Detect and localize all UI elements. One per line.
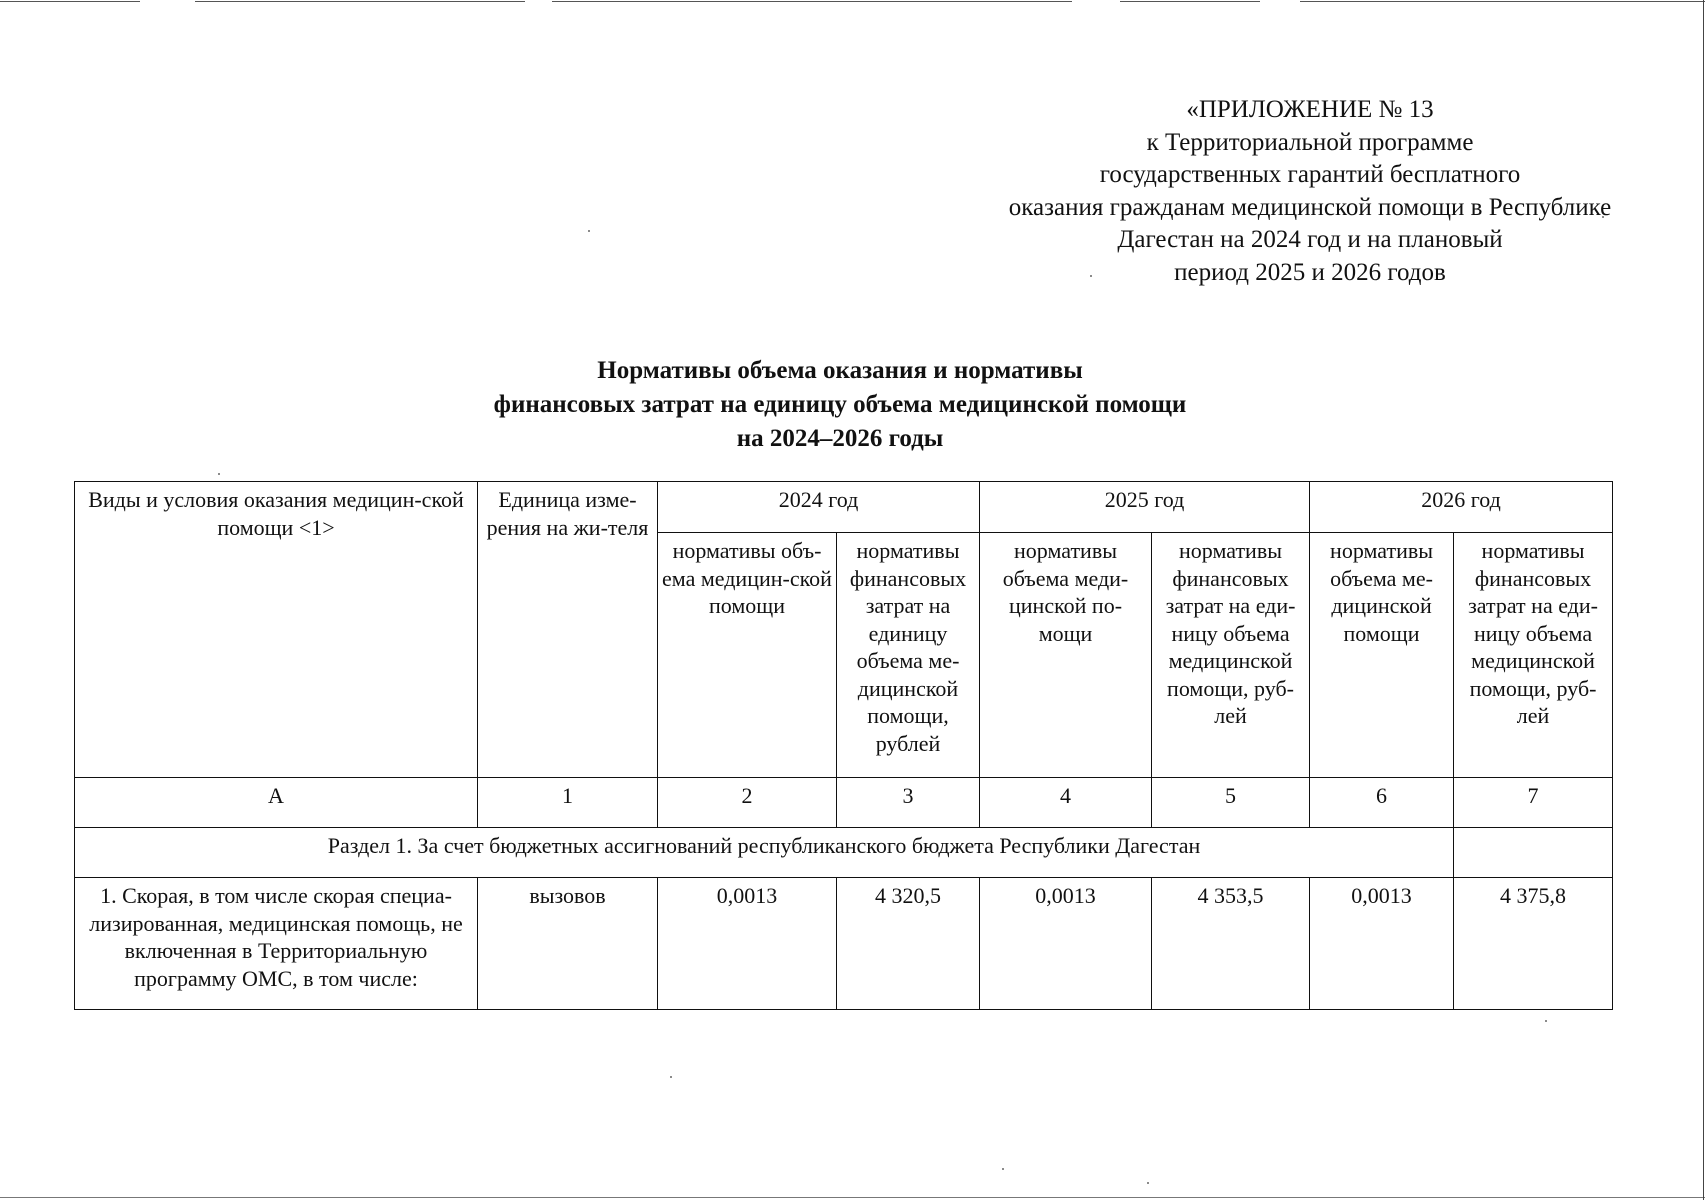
scan-artifact <box>0 1197 1705 1198</box>
header-year-2026: 2026 год <box>1310 482 1613 533</box>
section-row <box>75 828 1613 878</box>
column-number: 3 <box>837 778 980 828</box>
column-number: 4 <box>980 778 1152 828</box>
scan-artifact <box>0 1 140 2</box>
row-value: 0,0013 <box>980 878 1152 1010</box>
header-year-2025: 2025 год <box>980 482 1310 533</box>
row-value: 4 353,5 <box>1152 878 1310 1010</box>
column-number: 1 <box>478 778 658 828</box>
header-sub-cell: нормативы финансовых затрат на единицу объема ме-дицинской помощи, рублей <box>837 533 980 778</box>
header-sub-cell: нормативы объема ме-дицинской помощи <box>1310 533 1454 778</box>
header-row-years <box>75 482 1613 533</box>
scan-artifact <box>195 1 525 2</box>
appendix-line: «ПРИЛОЖЕНИЕ № 13 <box>1186 96 1434 123</box>
header-type-cell: Виды и условия оказания медицин-ской помощи <1> <box>75 482 478 778</box>
scan-artifact <box>1147 1182 1149 1184</box>
column-number: 5 <box>1152 778 1310 828</box>
appendix-line: к Территориальной программе <box>1146 128 1474 156</box>
scan-artifact <box>1300 1 1705 2</box>
row-name: 1. Скорая, в том числе скорая специа-лизированная, медицинская помощь, не включенная в Территориальную программу ОМС, в том числе: <box>75 878 478 1010</box>
scan-artifact <box>1545 1020 1547 1022</box>
column-number: 2 <box>658 778 837 828</box>
column-number: 7 <box>1454 778 1613 828</box>
section-empty-cell <box>1454 828 1613 878</box>
scan-artifact <box>1002 1168 1004 1170</box>
header-year-2024: 2024 год <box>658 482 980 533</box>
appendix-line: оказания гражданам медицинской помощи в Республике <box>1008 193 1612 221</box>
scan-artifact <box>588 230 590 232</box>
appendix-line: Дагестан на 2024 год и на плановый <box>1117 226 1503 253</box>
column-number: 6 <box>1310 778 1454 828</box>
appendix-header <box>860 94 1705 289</box>
title-line: Нормативы объема оказания и нормативы <box>597 357 1083 384</box>
header-sub-cell: нормативы финансовых затрат на еди-ницу объема медицинской помощи, руб-лей <box>1454 533 1613 778</box>
header-sub-cell: нормативы финансовых затрат на еди-ницу объема медицинской помощи, руб-лей <box>1152 533 1310 778</box>
table-row <box>75 878 1613 1010</box>
header-sub-cell: нормативы объ-ема медицин-ской помощи <box>658 533 837 778</box>
appendix-line: государственных гарантий бесплатного <box>1099 161 1521 188</box>
row-value: 0,0013 <box>1310 878 1454 1010</box>
row-value: 4 320,5 <box>837 878 980 1010</box>
scan-artifact <box>218 473 220 475</box>
scan-artifact <box>552 1 1072 2</box>
column-number-row <box>75 778 1613 828</box>
appendix-line: период 2025 и 2026 годов <box>1174 258 1446 286</box>
norms-table <box>74 481 1613 1010</box>
header-sub-cell: нормативы объема меди-цинской по-мощи <box>980 533 1152 778</box>
row-unit: вызовов <box>478 878 658 1010</box>
title-line: финансовых затрат на единицу объема медицинской помощи <box>493 391 1187 418</box>
document-title <box>340 354 1340 456</box>
section-title: Раздел 1. За счет бюджетных ассигнований республиканского бюджета Республики Дагестан <box>75 828 1454 878</box>
scan-artifact <box>670 1076 672 1078</box>
header-unit-cell: Единица изме-рения на жи-теля <box>478 482 658 778</box>
column-number: А <box>75 778 478 828</box>
title-line: на 2024–2026 годы <box>736 425 944 452</box>
scan-artifact <box>1120 1 1260 2</box>
row-value: 0,0013 <box>658 878 837 1010</box>
row-value: 4 375,8 <box>1454 878 1613 1010</box>
